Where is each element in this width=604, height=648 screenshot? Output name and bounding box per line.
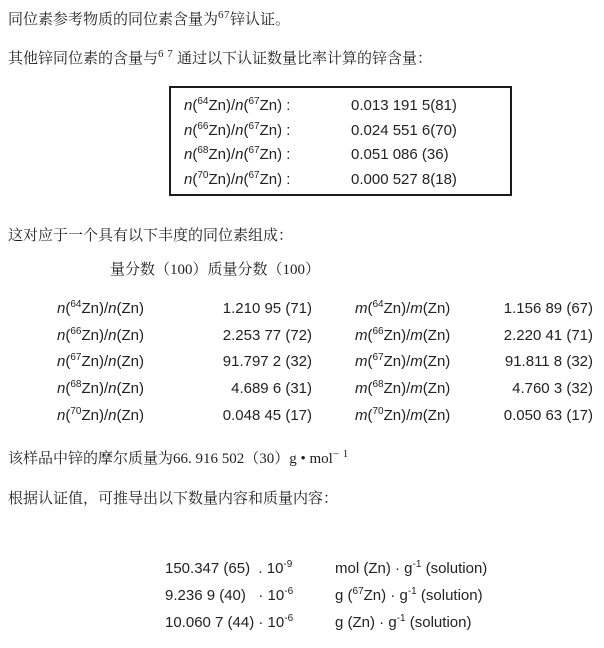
amount-fraction-label-67: n($^{67}$Zn)/n(Zn) — [57, 352, 144, 371]
ratio-value-66-67: 0.024 551 6(70) — [351, 121, 457, 139]
derived-value-mol: 150.347 (65) . $10^{-9}$ — [165, 559, 293, 577]
ratio-intro-paragraph: 其他锌同位素的含量与$^{6 7}$ 通过以下认证数量比率计算的锌含量： — [8, 48, 433, 67]
derived-intro-paragraph: 根据认证值，可推导出以下数量内容和质量内容： — [8, 491, 339, 507]
molar-mass-paragraph: 该样品中锌的摩尔质量为66. 916 502（30）g • mol$^{- 1}$ — [8, 448, 349, 467]
amount-fraction-label-66: n($^{66}$Zn)/n(Zn) — [57, 325, 144, 344]
mass-fraction-label-68: m($^{68}$Zn)/m(Zn) — [355, 379, 451, 398]
mass-fraction-value-64: 1.156 89 (67) — [503, 300, 593, 317]
ratio-box-row — [184, 94, 510, 119]
table-row — [0, 323, 604, 350]
composition-intro-paragraph: 这对应于一个具有以下丰度的同位素组成： — [8, 228, 294, 244]
ratio-value-64-67: 0.013 191 5(81) — [351, 97, 457, 114]
derived-content-table — [0, 555, 604, 636]
abundance-table-header: 量分数（100）质量分数（100） — [110, 262, 321, 278]
ratio-label-66-67: n($^{66}$Zn)/n($^{67}$Zn) : — [184, 120, 291, 139]
derived-value-gzn: 10.060 7 $(44) \cdot 10^{-6}$ — [165, 613, 294, 631]
derived-unit-mol: mol $(Zn) \cdot g^{-1}$ (solution) — [335, 559, 488, 577]
ratio-box-row — [184, 143, 510, 168]
ratio-value-70-67: 0.000 527 8(18) — [351, 170, 457, 188]
ratio-label-70-67: n($^{70}$Zn)/n($^{67}$Zn) : — [184, 169, 291, 188]
table-row — [0, 582, 604, 609]
table-row — [0, 403, 604, 430]
mass-fraction-value-66: 2.220 41 (71) — [503, 326, 593, 344]
mass-fraction-label-64: m($^{64}$Zn)/m(Zn) — [355, 299, 451, 317]
ratio-label-64-67: n($^{64}$Zn)/n($^{67}$Zn) : — [184, 96, 291, 114]
mass-fraction-value-67: 91.811 8 (32) — [504, 353, 593, 371]
amount-fraction-value-67: 91.797 2 (32) — [222, 353, 312, 371]
amount-fraction-label-70: n($^{70}$Zn)/n(Zn) — [57, 405, 144, 424]
mass-fraction-value-68: 4.760 3 (32) — [512, 380, 593, 398]
amount-fraction-label-68: n($^{68}$Zn)/n(Zn) — [57, 379, 144, 398]
amount-fraction-value-64: 1.210 95 (71) — [222, 300, 312, 317]
ratio-box-row — [184, 119, 510, 144]
amount-fraction-label-64: n($^{64}$Zn)/n(Zn) — [57, 299, 144, 317]
isotope-composition-table — [0, 296, 604, 429]
derived-unit-g67zn: g $(^{67}Zn) \cdot g^{-1}$ (solution) — [335, 586, 483, 604]
ratio-box-row — [184, 168, 510, 193]
mass-fraction-value-70: 0.050 63 (17) — [503, 406, 593, 424]
amount-fraction-value-70: 0.048 45 (17) — [222, 406, 312, 424]
mass-fraction-label-67: m($^{67}$Zn)/m(Zn) — [355, 352, 451, 371]
table-row — [0, 555, 604, 582]
ratio-label-68-67: n($^{68}$Zn)/n($^{67}$Zn) : — [184, 145, 291, 163]
amount-fraction-value-66: 2.253 77 (72) — [222, 326, 312, 344]
mass-fraction-label-66: m($^{66}$Zn)/m(Zn) — [355, 325, 451, 344]
certified-ratio-box — [169, 86, 512, 196]
table-row — [0, 609, 604, 636]
table-row — [0, 296, 604, 323]
amount-fraction-value-68: 4.689 6 (31) — [231, 380, 312, 398]
table-row — [0, 349, 604, 376]
intro-paragraph: 同位素参考物质的同位素含量为$^{67}$锌认证。 — [8, 9, 291, 28]
derived-value-g67zn: 9.236 9 $(40) \cdot 10^{-6}$ — [165, 586, 294, 604]
mass-fraction-label-70: m($^{70}$Zn)/m(Zn) — [355, 405, 451, 424]
derived-unit-gzn: g $(Zn) \cdot g^{-1}$ (solution) — [335, 613, 472, 631]
ratio-value-68-67: 0.051 086 (36) — [351, 146, 449, 163]
table-row — [0, 376, 604, 403]
